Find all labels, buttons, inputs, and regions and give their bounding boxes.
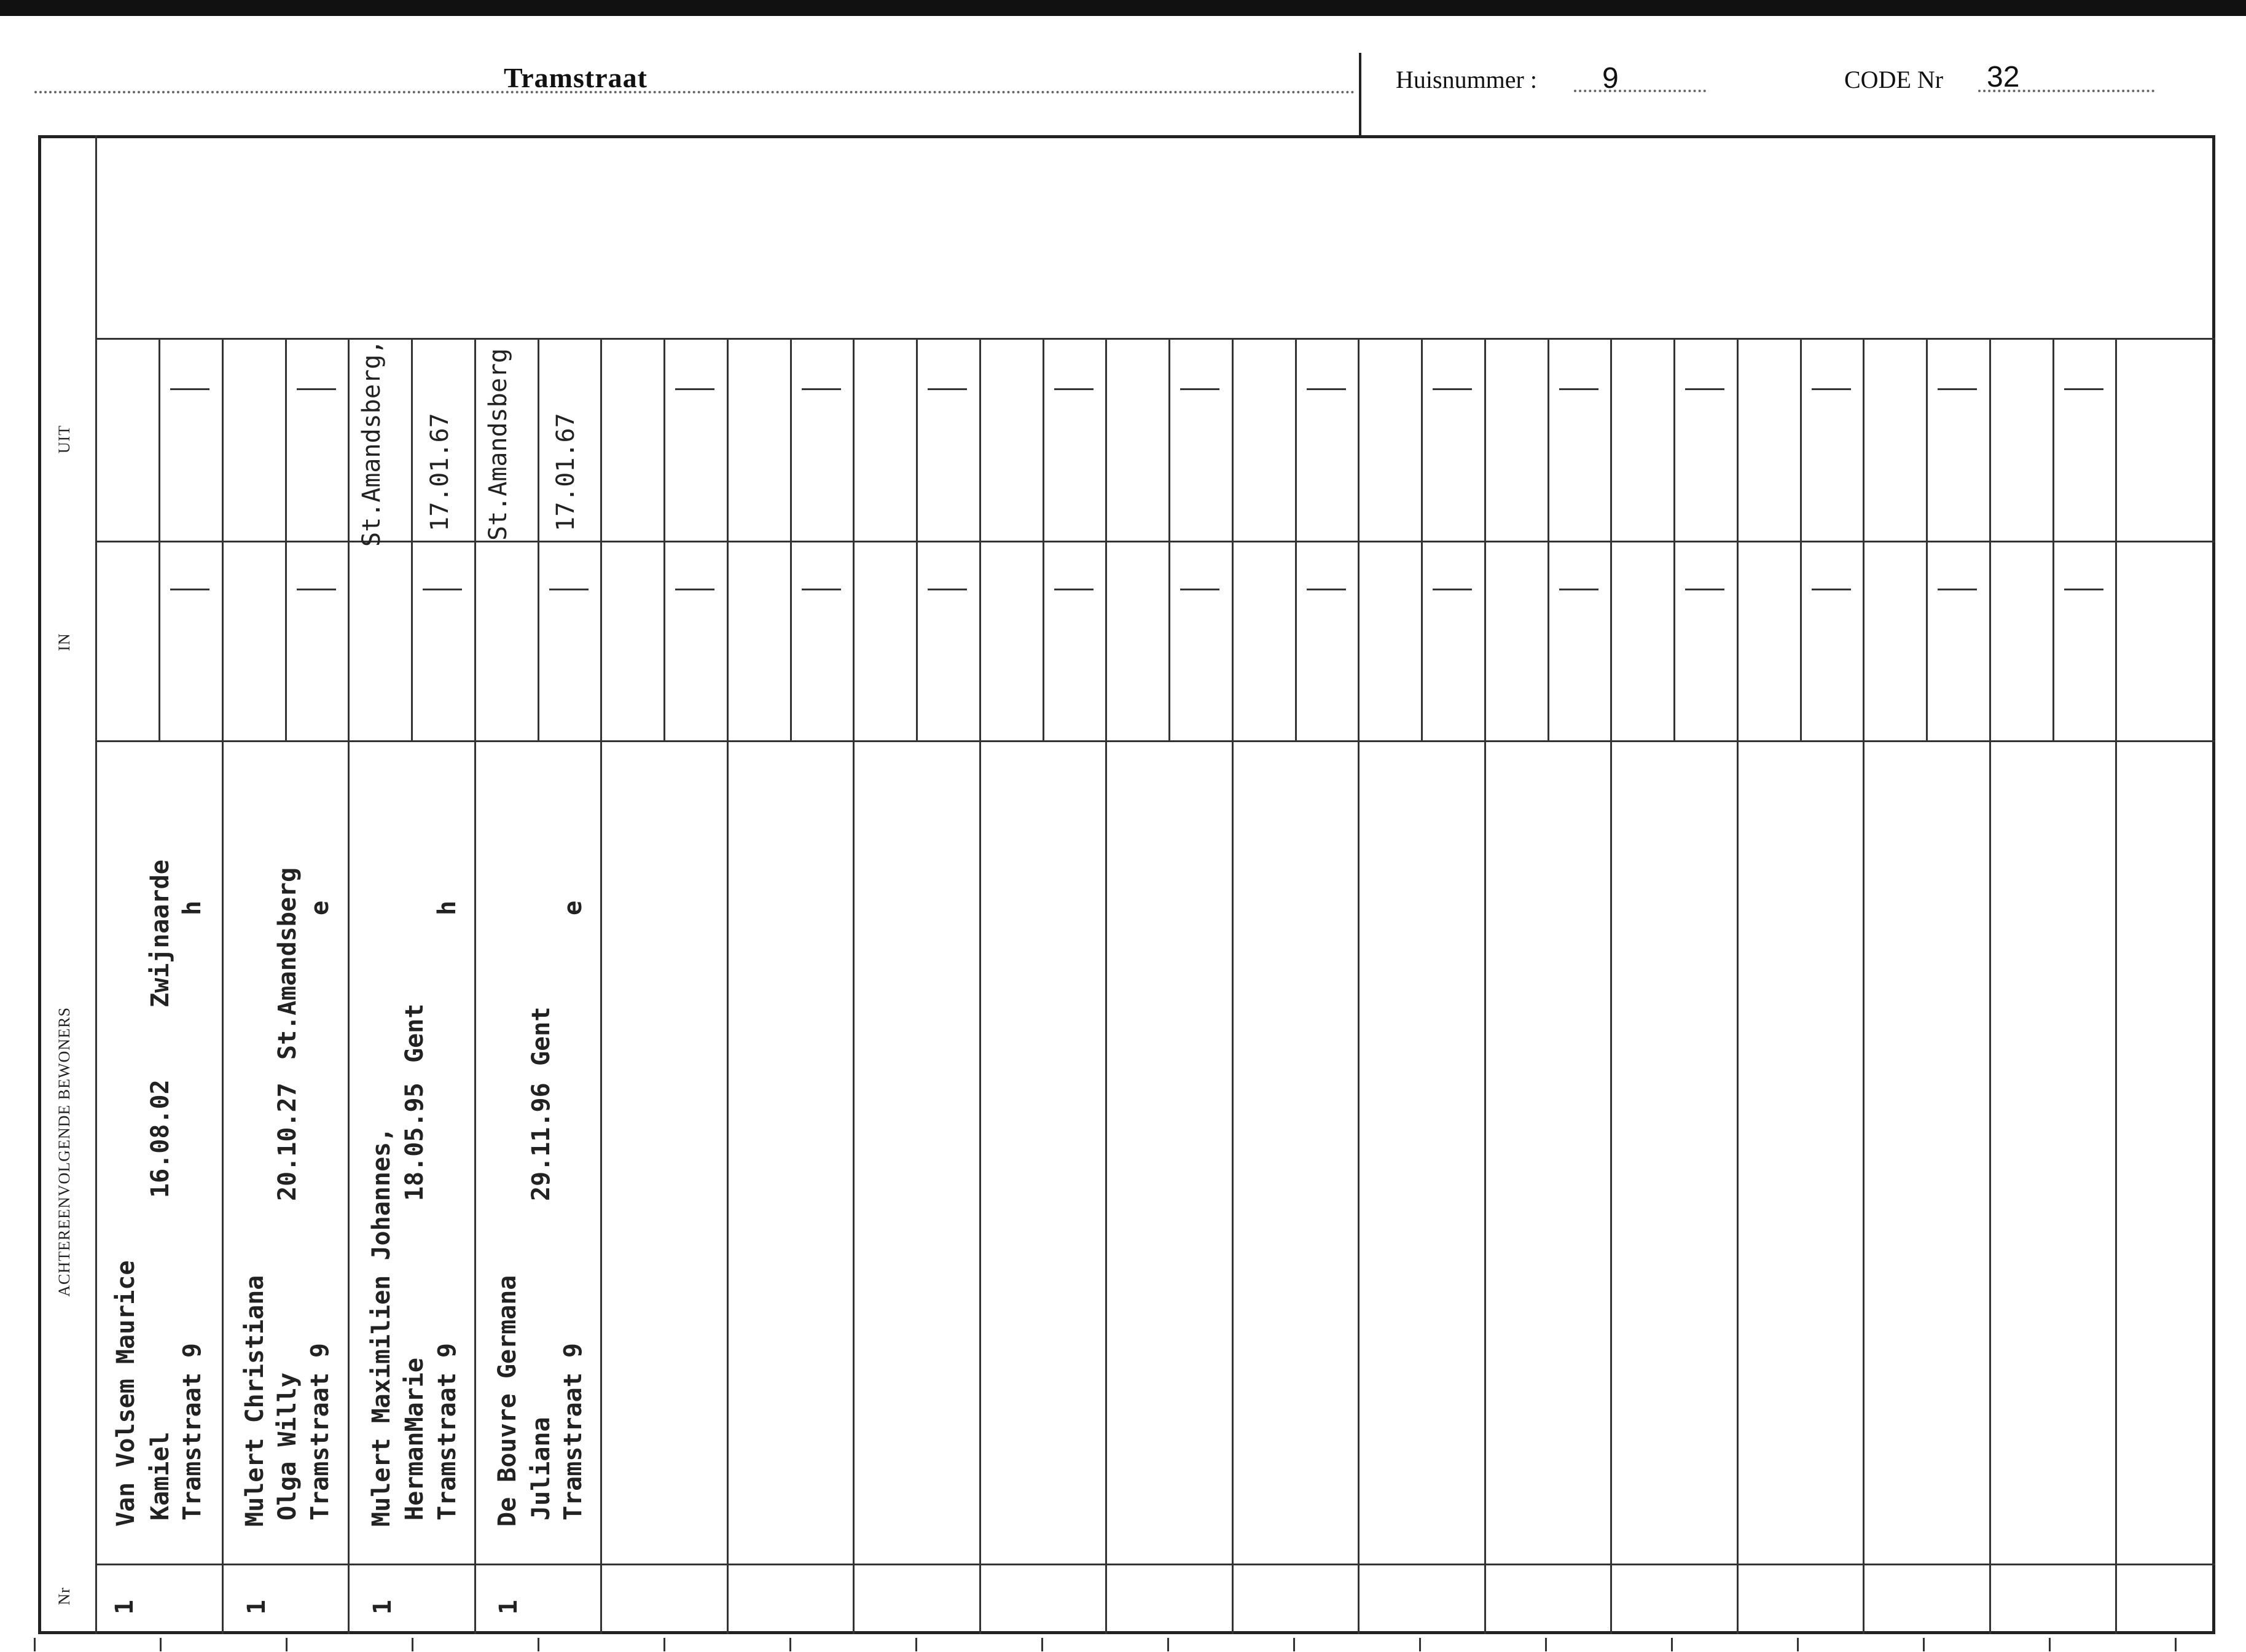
- half-column-divider: [916, 338, 918, 740]
- code-value: 32: [1987, 61, 2020, 93]
- empty-out-mark: [1433, 388, 1472, 390]
- empty-out-mark: [1938, 388, 1977, 390]
- empty-in-mark: [1054, 589, 1094, 590]
- half-column-divider: [1168, 338, 1170, 740]
- departure-place: St.Amandsberg: [484, 348, 512, 541]
- empty-out-mark: [1307, 388, 1346, 390]
- empty-in-mark: [1307, 589, 1346, 590]
- resident-first-names: Olga Willy: [273, 1372, 302, 1521]
- column-divider: [979, 338, 981, 1634]
- empty-in-mark: [1938, 589, 1977, 590]
- birth-date: 29.11.96: [527, 1082, 555, 1201]
- departure-place: St.Amandsberg,: [358, 339, 386, 547]
- empty-out-mark: [2064, 388, 2103, 390]
- column-divider: [474, 338, 476, 1634]
- edge-tick: [2175, 1638, 2177, 1651]
- column-divider: [1989, 338, 1991, 1634]
- empty-in-mark: [1433, 589, 1472, 590]
- half-column-divider: [538, 338, 539, 740]
- half-column-divider: [1295, 338, 1297, 740]
- column-divider: [2115, 338, 2117, 1634]
- empty-out-mark: [928, 388, 967, 390]
- edge-tick: [663, 1638, 665, 1651]
- empty-out-mark: [1685, 388, 1724, 390]
- status-mark: h: [433, 900, 461, 915]
- residents-section-label: ACHTEREENVOLGENDE BEWONERS: [55, 1007, 73, 1297]
- departure-date: 17.01.67: [552, 413, 580, 531]
- half-column-divider: [158, 338, 160, 740]
- entry-nr: 1: [111, 1599, 139, 1615]
- column-divider: [348, 338, 350, 1634]
- empty-in-mark: [549, 589, 589, 590]
- edge-tick: [412, 1638, 413, 1651]
- label-column-divider: [95, 135, 97, 1634]
- column-divider: [1737, 338, 1739, 1634]
- resident-first-names: Juliana: [527, 1417, 555, 1521]
- empty-in-mark: [675, 589, 714, 590]
- empty-in-mark: [423, 589, 462, 590]
- entry-nr: 1: [243, 1599, 271, 1615]
- empty-out-mark: [1054, 388, 1094, 390]
- row-divider: [95, 541, 2215, 542]
- empty-in-mark: [1559, 589, 1598, 590]
- row-divider: [95, 1564, 2215, 1565]
- birth-place: Zwijnaarde: [146, 859, 174, 1008]
- half-column-divider: [790, 338, 792, 740]
- resident-address: Tramstraat 9: [178, 1343, 206, 1521]
- birth-place: Gent: [401, 1003, 429, 1063]
- empty-in-mark: [802, 589, 841, 590]
- empty-in-mark: [170, 589, 209, 590]
- half-column-divider: [1421, 338, 1423, 740]
- edge-tick: [1419, 1638, 1421, 1651]
- edge-tick: [1293, 1638, 1295, 1651]
- birth-date: 16.08.02: [146, 1079, 174, 1198]
- column-divider: [1610, 338, 1612, 1634]
- house-number-dotted-line: [1574, 90, 1706, 92]
- resident-name: Van Volsem Maurice: [112, 1260, 140, 1527]
- edge-tick: [1545, 1638, 1547, 1651]
- empty-in-mark: [297, 589, 336, 590]
- empty-in-mark: [2064, 589, 2103, 590]
- column-divider: [853, 338, 855, 1634]
- resident-address: Tramstraat 9: [559, 1343, 587, 1521]
- edge-tick: [1167, 1638, 1169, 1651]
- resident-address: Tramstraat 9: [433, 1343, 461, 1521]
- half-column-divider: [2052, 338, 2054, 740]
- column-divider: [222, 338, 224, 1634]
- half-column-divider: [663, 338, 665, 740]
- status-mark: e: [306, 900, 334, 915]
- resident-name: Mulert Christiana: [241, 1275, 269, 1527]
- empty-out-mark: [170, 388, 209, 390]
- edge-tick: [1797, 1638, 1799, 1651]
- birth-date: 18.05.95: [401, 1082, 429, 1201]
- resident-first-names: HermanMarie: [401, 1358, 429, 1521]
- column-divider: [727, 338, 729, 1634]
- resident-address: Tramstraat 9: [306, 1343, 334, 1521]
- half-column-divider: [1673, 338, 1675, 740]
- empty-out-mark: [1180, 388, 1219, 390]
- scan-top-band: [0, 0, 2246, 16]
- street-name: Tramstraat: [504, 62, 648, 93]
- entry-nr: 1: [495, 1599, 523, 1615]
- row-divider: [95, 740, 2215, 742]
- house-number-label: Huisnummer :: [1396, 66, 1537, 93]
- nr-section-label: Nr: [55, 1587, 73, 1605]
- column-divider: [1232, 338, 1234, 1634]
- half-column-divider: [1043, 338, 1044, 740]
- edge-tick: [538, 1638, 539, 1651]
- empty-in-mark: [1180, 589, 1219, 590]
- empty-out-mark: [1559, 388, 1598, 390]
- entry-nr: 1: [369, 1599, 397, 1615]
- status-mark: e: [559, 900, 587, 915]
- row-divider: [95, 338, 2215, 340]
- empty-out-mark: [802, 388, 841, 390]
- edge-tick: [1923, 1638, 1925, 1651]
- empty-out-mark: [297, 388, 336, 390]
- empty-in-mark: [1812, 589, 1851, 590]
- empty-in-mark: [928, 589, 967, 590]
- birth-place: St.Amandsberg: [273, 867, 302, 1060]
- birth-place: Gent: [527, 1006, 555, 1066]
- half-column-divider: [285, 338, 287, 740]
- in-section-label: IN: [55, 633, 73, 651]
- half-column-divider: [1548, 338, 1549, 740]
- bottom-edge-ticks: [0, 1634, 2246, 1652]
- edge-tick: [1041, 1638, 1043, 1651]
- edge-tick: [789, 1638, 791, 1651]
- out-section-label: UIT: [55, 425, 73, 454]
- birth-date: 20.10.27: [273, 1082, 302, 1201]
- edge-tick: [2049, 1638, 2051, 1651]
- empty-out-mark: [1812, 388, 1851, 390]
- column-divider: [1484, 338, 1486, 1634]
- status-mark: h: [178, 900, 206, 915]
- departure-date: 17.01.67: [426, 413, 454, 531]
- header-separator: [1359, 53, 1361, 135]
- code-label: CODE Nr: [1844, 66, 1944, 93]
- column-divider: [600, 338, 602, 1634]
- edge-tick: [34, 1638, 36, 1651]
- edge-tick: [286, 1638, 288, 1651]
- resident-name: Mulert Maximilien Johannes,: [367, 1127, 396, 1527]
- half-column-divider: [1926, 338, 1928, 740]
- column-divider: [1358, 338, 1360, 1634]
- column-divider: [1105, 338, 1107, 1634]
- house-number-value: 9: [1602, 62, 1619, 95]
- edge-tick: [160, 1638, 162, 1651]
- street-dotted-line: [34, 91, 1355, 93]
- empty-in-mark: [1685, 589, 1724, 590]
- resident-name: De Bouvre Germana: [493, 1275, 522, 1527]
- resident-first-names: Kamiel: [146, 1431, 174, 1521]
- empty-out-mark: [675, 388, 714, 390]
- column-divider: [1863, 338, 1864, 1634]
- half-column-divider: [411, 338, 413, 740]
- edge-tick: [915, 1638, 917, 1651]
- edge-tick: [1671, 1638, 1673, 1651]
- half-column-divider: [1800, 338, 1802, 740]
